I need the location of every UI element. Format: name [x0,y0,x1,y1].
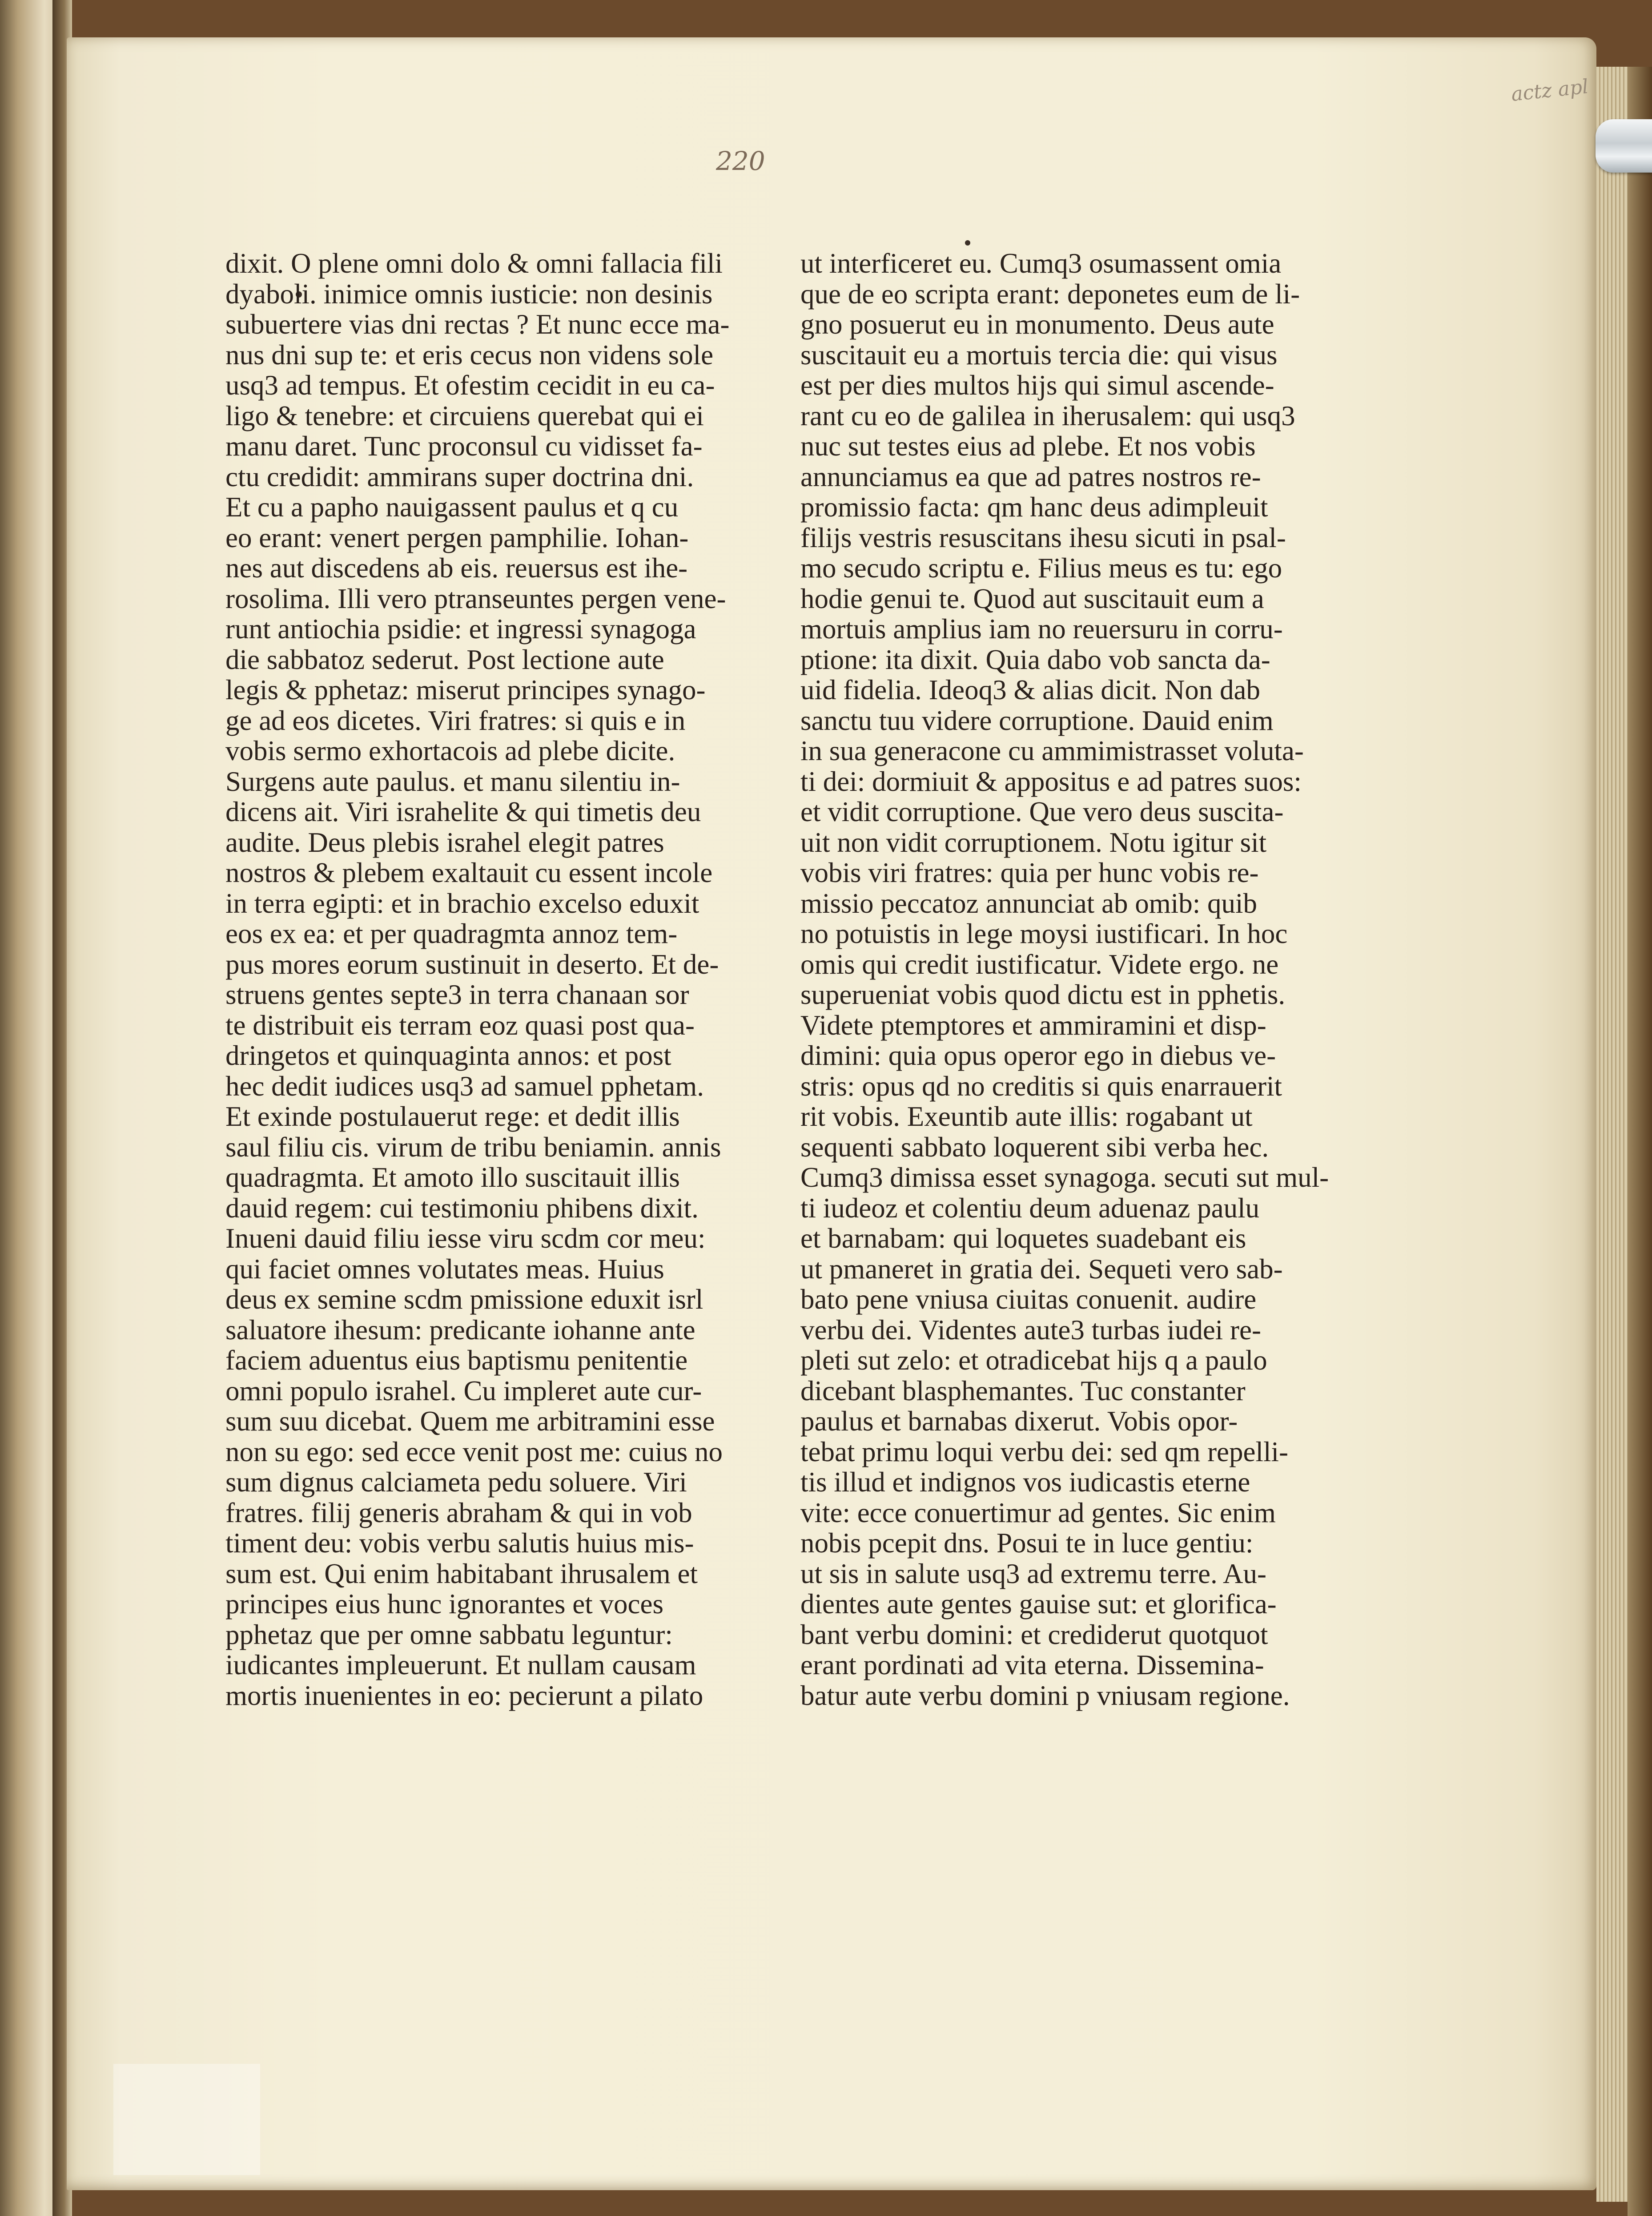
text-line: uit non vidit corruptionem. Notu igitur sit [800,826,1267,858]
text-line: dringetos et quinquaginta annos: et post [225,1040,671,1071]
ink-dot [965,240,970,246]
text-line: Et exinde postulauerut rege: et dedit illis [225,1101,680,1132]
text-line: ti dei: dormiuit & appositus e ad patres suos: [800,766,1302,797]
paper-stain [113,2064,260,2175]
text-line: saul filiu cis. virum de tribu beniamin. annis [225,1131,721,1163]
text-line: que de eo scripta erant: deponetes eum de li- [800,278,1300,310]
text-line: sanctu tuu videre corruptione. Dauid enim [800,705,1274,736]
text-line: dicens ait. Viri israhelite & qui timetis deu [225,796,701,827]
text-line: omis qui credit iustificatur. Videte ergo. ne [800,948,1279,980]
text-line: ut interficeret eu. Cumq3 osumassent omia [800,248,1282,279]
text-line: batur aute verbu domini p vniusam regione. [800,1680,1290,1711]
text-line: deus ex semine scdm pmissione eduxit isrl [225,1284,703,1315]
text-line: tebat primu loqui verbu dei: sed qm repelli- [800,1436,1288,1467]
text-line: pus mores eorum sustinuit in deserto. Et de- [225,948,719,980]
text-line: hodie genui te. Quod aut suscitauit eum a [800,583,1264,614]
text-line: ut pmaneret in gratia dei. Sequeti vero sab- [800,1253,1283,1285]
text-line: no potuistis in lege moysi iustificari. In hoc [800,918,1288,949]
text-line: die sabbatoz sederut. Post lectione aute [225,644,664,675]
text-line: est per dies multos hijs qui simul ascende- [800,370,1274,401]
text-line: hec dedit iudices usq3 ad samuel pphetam. [225,1070,704,1102]
text-line: nus dni sup te: et eris cecus non videns sole [225,339,714,371]
text-line: et barnabam: qui loquetes suadebant eis [800,1223,1246,1254]
text-line: filijs vestris resuscitans ihesu sicuti in psal- [800,522,1286,553]
text-line: sum est. Qui enim habitabant ihrusalem et [225,1558,698,1589]
text-line: dixit. O plene omni dolo & omni fallacia fili [225,248,723,279]
text-line: nuc sut testes eius ad plebe. Et nos vobis [800,431,1256,462]
text-line: Videte ptemptores et ammiramini et disp- [800,1009,1266,1041]
text-line: nobis pcepit dns. Posui te in luce gentiu: [800,1527,1254,1559]
text-line: dyaboli. inimice omnis iusticie: non desinis [225,278,713,310]
text-line: vobis viri fratres: quia per hunc vobis re- [800,857,1259,888]
text-line: sum dignus calciameta pedu soluere. Viri [225,1467,687,1498]
text-line: ptione: ita dixit. Quia dabo vob sancta da- [800,644,1270,675]
marginal-annotation: actz apl [1510,75,1590,106]
text-line: dimini: quia opus operor ego in diebus ve- [800,1040,1276,1071]
text-line: ti iudeoz et colentiu deum aduenaz paulu [800,1192,1260,1224]
text-line: omni populo israhel. Cu impleret aute cur- [225,1375,702,1406]
text-line: quadragmta. Et amoto illo suscitauit illis [225,1162,680,1193]
text-line: mortuis amplius iam no reuersuru in corru- [800,613,1283,645]
text-line: Et cu a papho nauigassent paulus et q cu [225,492,679,523]
text-line: eo erant: venert pergen pamphilie. Iohan- [225,522,689,553]
right-text-column [800,248,1329,1711]
text-line: rant cu eo de galilea in iherusalem: qui usq3 [800,400,1295,431]
text-line: suscitauit eu a mortuis tercia die: qui visus [800,339,1278,371]
text-line: manu daret. Tunc proconsul cu vidisset fa- [225,431,703,462]
text-line: mortis inuenientes in eo: pecierunt a pilato [225,1680,703,1711]
left-text-column [225,248,729,1711]
text-line: legis & pphetaz: miserut principes synago- [225,674,706,705]
text-line: runt antiochia psidie: et ingressi synagoga [225,613,696,645]
text-line: rit vobis. Exeuntib aute illis: rogabant ut [800,1101,1253,1132]
book-cover-edge [1628,67,1652,2216]
text-line: subuertere vias dni rectas ? Et nunc ecce ma- [225,309,730,340]
text-line: sequenti sabbato loquerent sibi verba hec. [800,1131,1269,1163]
text-line: nostros & plebem exaltauit cu essent incole [225,857,713,888]
text-line: vite: ecce conuertimur ad gentes. Sic enim [800,1497,1276,1528]
text-line: audite. Deus plebis israhel elegit patres [225,826,664,858]
text-line: vobis sermo exhortacois ad plebe dicite. [225,735,675,766]
text-line: mo secudo scriptu e. Filius meus es tu: ego [800,552,1282,584]
text-line: te distribuit eis terram eoz quasi post qua- [225,1009,695,1041]
text-line: ligo & tenebre: et circuiens querebat qui ei [225,400,704,431]
text-line: Cumq3 dimissa esset synagoga. secuti sut mul- [800,1162,1329,1193]
text-line: Surgens aute paulus. et manu silentiu in- [225,766,680,797]
text-line: erant pordinati ad vita eterna. Dissemina- [800,1649,1264,1680]
text-line: qui faciet omnes volutates meas. Huius [225,1253,664,1285]
text-line: nes aut discedens ab eis. reuersus est ihe- [225,552,688,584]
text-line: in sua generacone cu ammimistrasset voluta- [800,735,1304,766]
folio-number: 220 [716,146,765,176]
text-line: tis illud et indignos vos iudicastis eterne [800,1467,1250,1498]
text-line: saluatore ihesum: predicante iohanne ante [225,1314,695,1346]
text-line: non su ego: sed ecce venit post me: cuius no [225,1436,723,1467]
text-line: rosolima. Illi vero ptranseuntes pergen vene- [225,583,726,614]
text-line: sum suu dicebat. Quem me arbitramini esse [225,1406,715,1437]
text-line: pphetaz que per omne sabbatu leguntur: [225,1619,673,1650]
text-line: eos ex ea: et per quadragmta annoz tem- [225,918,678,949]
text-line: ut sis in salute usq3 ad extremu terre. Au- [800,1558,1267,1589]
text-line: verbu dei. Videntes aute3 turbas iudei re- [800,1314,1261,1346]
text-line: stris: opus qd no creditis si quis enarrauerit [800,1070,1282,1102]
text-line: faciem aduentus eius baptismu penitentie [225,1345,688,1376]
text-line: uid fidelia. Ideoq3 & alias dicit. Non dab [800,674,1260,705]
text-line: missio peccatoz annunciat ab omib: quib [800,887,1257,919]
text-line: bato pene vniusa ciuitas conuenit. audire [800,1284,1257,1315]
text-line: et vidit corruptione. Que vero deus suscita- [800,796,1284,827]
text-line: gno posuerut eu in monumento. Deus aute [800,309,1274,340]
text-line: dientes aute gentes gauise sut: et glorifica- [800,1588,1277,1620]
text-line: timent deu: vobis verbu salutis huius mis- [225,1527,694,1559]
text-line: principes eius hunc ignorantes et voces [225,1588,663,1620]
text-line: in terra egipti: et in brachio excelso eduxit [225,887,699,919]
text-line: usq3 ad tempus. Et ofestim cecidit in eu ca- [225,370,715,401]
text-line: ge ad eos dicetes. Viri fratres: si quis e in [225,705,686,736]
page-clip [1596,119,1652,173]
text-line: superueniat vobis quod dictu est in pphetis. [800,979,1286,1010]
text-line: struens gentes septe3 in terra chanaan sor [225,979,689,1010]
text-line: annunciamus ea que ad patres nostros re- [800,461,1261,492]
text-line: dicebant blasphemantes. Tuc constanter [800,1375,1246,1406]
text-line: promissio facta: qm hanc deus adimpleuit [800,492,1268,523]
text-line: bant verbu domini: et crediderut quotquot [800,1619,1268,1650]
text-line: pleti sut zelo: et otradicebat hijs q a paulo [800,1345,1267,1376]
text-line: dauid regem: cui testimoniu phibens dixit. [225,1192,699,1224]
text-line: ctu credidit: ammirans super doctrina dni. [225,461,694,492]
text-line: fratres. filij generis abraham & qui in vob [225,1497,692,1528]
text-line: iudicantes impleuerunt. Et nullam causam [225,1649,696,1680]
text-line: paulus et barnabas dixerut. Vobis opor- [800,1406,1238,1437]
text-line: Inueni dauid filiu iesse viru scdm cor meu: [225,1223,706,1254]
